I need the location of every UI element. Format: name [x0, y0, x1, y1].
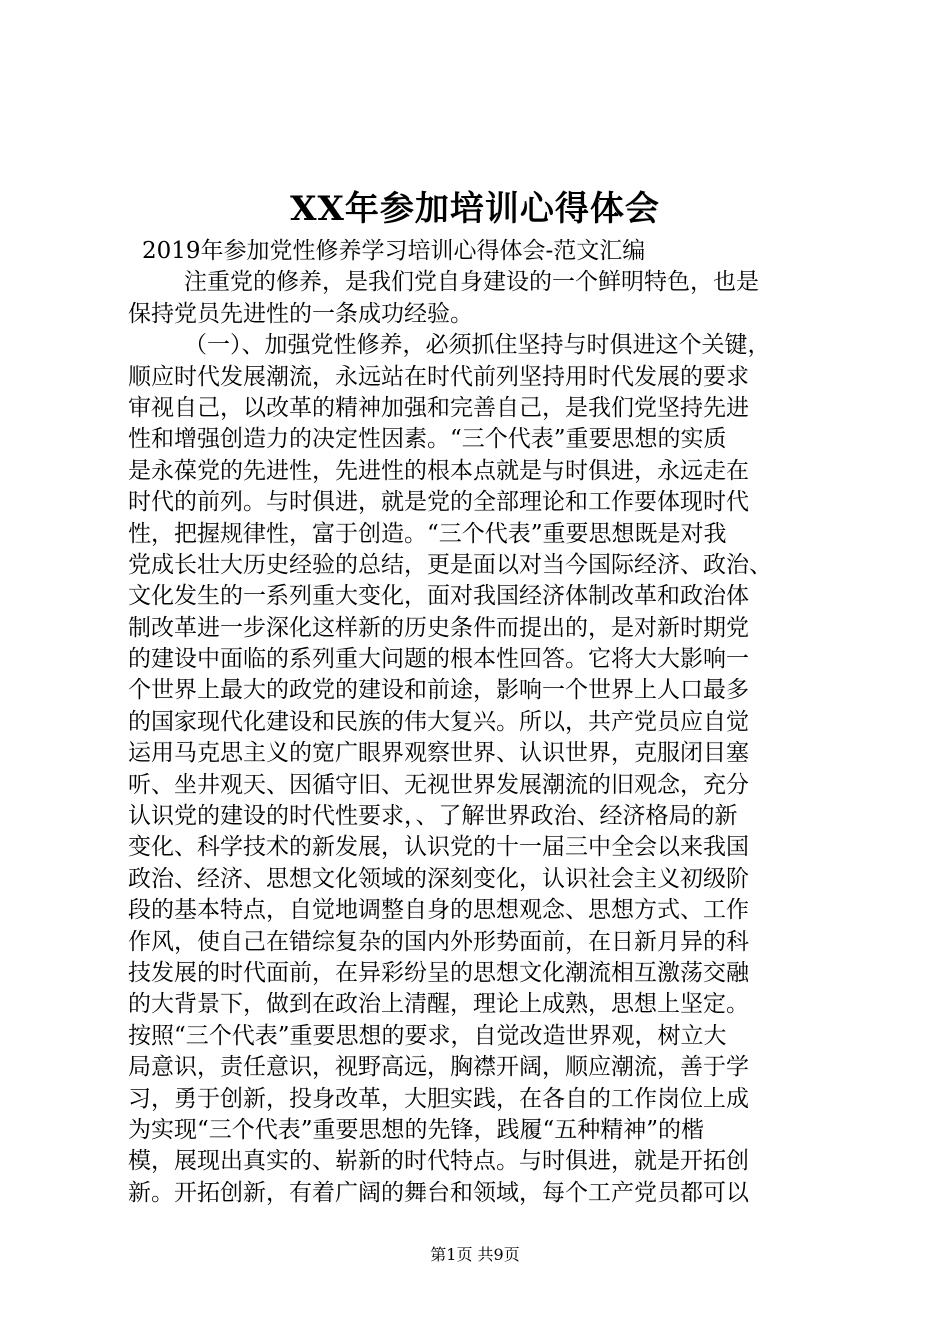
paragraph-line: 作风，使自己在错综复杂的国内外形势面前，在日新月异的科: [128, 928, 749, 955]
paragraph-line: 个世界上最大的政党的建设和前途，影响一个世界上人口最多: [128, 677, 749, 704]
paragraph-line: 习，勇于创新，投身改革，大胆实践，在各自的工作岗位上成: [128, 1085, 749, 1112]
subtitle-line: 2019年参加党性修养学习培训心得体会-范文汇编: [142, 238, 646, 264]
paragraph-line: 保持党员先进性的一条成功经验。: [128, 300, 473, 327]
paragraph-line: 党成长壮大历史经验的总结，更是面以对当今国际经济、政治、: [128, 551, 772, 578]
paragraph-line: 政治、经济、思想文化领域的深刻变化，认识社会主义初级阶: [128, 865, 749, 892]
paragraph-line: 段的基本特点，自觉地调整自身的思想观念、思想方式、工作: [128, 897, 749, 924]
page-footer: 第1页 共9页: [430, 1245, 520, 1264]
paragraph-line: 是永葆党的先进性，先进性的根本点就是与时俱进，永远走在: [128, 457, 749, 484]
paragraph-line: 为实现“三个代表”重要思想的先锋，践履“五种精神”的楷: [128, 1116, 705, 1143]
paragraph-line: 变化、科学技术的新发展，认识党的十一届三中全会以来我国: [128, 834, 749, 861]
paragraph-line: 运用马克思主义的宽广眼界观察世界、认识世界，克服闭目塞: [128, 740, 749, 767]
paragraph-line: 听、坐井观天、因循守旧、无视世界发展潮流的旧观念，充分: [128, 771, 749, 798]
document-title: XX年参加培训心得体会: [290, 189, 660, 229]
paragraph-line: 性，把握规律性，富于创造。“三个代表”重要思想既是对我: [128, 520, 727, 547]
paragraph-line: 审视自己，以改革的精神加强和完善自己，是我们党坚持先进: [128, 394, 749, 421]
paragraph-line: 新。开拓创新，有着广阔的舞台和领域，每个工产党员都可以: [128, 1179, 749, 1206]
paragraph-line: 的大背景下，做到在政治上清醒，理论上成熟，思想上坚定。: [128, 991, 749, 1018]
paragraph-line: 制改革进一步深化这样新的历史条件而提出的，是对新时期党: [128, 614, 749, 641]
paragraph-line: 性和增强创造力的决定性因素。“三个代表”重要思想的实质: [128, 426, 727, 453]
paragraph-line: 时代的前列。与时俱进，就是党的全部理论和工作要体现时代: [128, 489, 749, 516]
paragraph-line: （一）、加强党性修养，必须抓住坚持与时俱进这个关键，: [184, 332, 771, 359]
paragraph-line: 按照“三个代表”重要思想的要求，自觉改造世界观，树立大: [128, 1022, 727, 1049]
paragraph-line: 模，展现出真实的、崭新的时代特点。与时俱进，就是开拓创: [128, 1148, 749, 1175]
paragraph-line: 认识党的建设的时代性要求，、了解世界政治、经济格局的新: [128, 803, 738, 830]
document-body: [128, 236, 848, 1209]
paragraph-line: 注重党的修养，是我们党自身建设的一个鲜明特色，也是: [184, 269, 759, 296]
paragraph-line: 的建设中面临的系列重大问题的根本性回答。它将大大影响一: [128, 646, 749, 673]
paragraph-line: 技发展的时代面前，在异彩纷呈的思想文化潮流相互激荡交融: [128, 959, 749, 986]
paragraph-line: 顺应时代发展潮流，永远站在时代前列坚持用时代发展的要求: [128, 363, 749, 390]
paragraph-line: 文化发生的一系列重大变化，面对我国经济体制改革和政治体: [128, 583, 749, 610]
paragraph-line: 局意识，责任意识，视野高远，胸襟开阔，顺应潮流，善于学: [128, 1054, 749, 1081]
paragraph-line: 的国家现代化建设和民族的伟大复兴。所以，共产党员应自觉: [128, 708, 749, 735]
